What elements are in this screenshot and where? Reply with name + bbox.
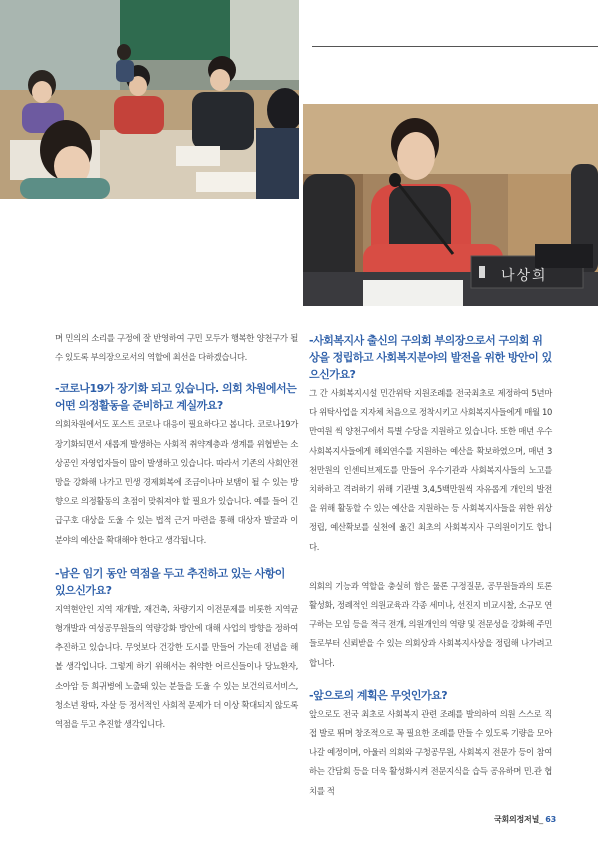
answer-1: 의회차원에서도 포스트 코로나 대응이 필요하다고 봅니다. 코로나19가 장기화되면서 새롭게 발생하는 사회적 취약계층과 생계를 위협받는 소상공인 자영업자들이 많이 발생하고 있습니다. 따라서 기존의 사회안전망을 강화해 나가고 민생 경제회복에 조금이나마 보탬이 될 수 있는 방향으로 의정활동의 초점이 맞춰져야 할 필요가 있습니다. 예를 들어 긴급구호 대상을 도울 수 있는 법적 근거 마련을 통해 대상자 발굴과 이 분야의 예산을 확대해야 한다고 생각됩니다. xyxy=(55,419,298,545)
right-column xyxy=(309,332,552,801)
page-number: 63 xyxy=(545,815,556,824)
speaker-photo xyxy=(303,104,598,306)
top-rule xyxy=(312,46,598,47)
question-4: -앞으로의 계획은 무엇인가요? xyxy=(309,688,448,702)
question-2: -남은 임기 동안 역점을 두고 추진하고 있는 사항이 있으신가요? xyxy=(55,566,285,597)
answer-4: 앞으로도 전국 최초로 사회복지 관련 조례를 발의하여 의원 스스로 직접 발로 뛰며 창조적으로 꼭 필요한 조례를 만들 수 있도록 기량을 모아 나갈 예정이며, 아울러 의회와 구청공무원, 사회복지 전문가 등이 참여하는 간담회 등을 더욱 활성화시켜 전문지식을 습득 공유하며 민.관 협치를 적 xyxy=(309,708,552,796)
footer-separator: _ xyxy=(539,815,543,824)
speaker-photo-art xyxy=(303,104,598,306)
answer-2: 지역현안인 지역 재개발, 재건축, 차량기지 이전문제를 비롯한 지역균형개발과 여성공무원들의 역량강화 방안에 대해 사업의 방향을 정하여 추진하고 있습니다. 무엇보다 건강한 도시를 만들어 가는데 전념을 해볼 생각입니다. 그렇게 하기 위해서는 취약한 어르신들이나 당뇨환자, 소아암 등 희귀병에 노출돼 있는 분들을 도울 수 있는 보건의료서비스, 청소년 왕따, 자살 등 정서적인 사회적 문제가 더 이상 확대되지 않도록 역점을 두고 추진할 생각입니다. xyxy=(55,603,298,730)
publication-name: 국회의정저널 xyxy=(493,815,540,824)
meeting-photo xyxy=(0,0,299,199)
question-1: -코로나19가 장기화 되고 있습니다. 의회 차원에서는 어떤 의정활동을 준비하고 계실까요? xyxy=(55,382,297,413)
question-3: -사회복지사 출신의 구의회 부의장으로서 구의회 위상을 정립하고 사회복지분야의 발전을 위한 방안이 있으신가요? xyxy=(309,334,552,381)
intro-paragraph: 며 민의의 소리를 구정에 잘 반영하여 구민 모두가 행복한 양천구가 될 수 있도록 부의장으로서의 역할에 최선을 다하겠습니다. xyxy=(55,333,298,363)
answer-3: 그 간 사회복지시설 민간위탁 지원조례를 전국최초로 제정하여 5년마다 위탁사업을 지자체 처음으로 정착시키고 사회복지사들에게 매월 10만여원 씩 양천구에서 특별 수당을 지원하고 있습니다. 또한 매년 우수 사회복지사들에게 해외연수를 지원하는 예산을 확보하였으며, 매년 3천만원의 인센티브제도를 만들어 우수기관과 사회복지사들의 노고를 치하하고 격려하기 위해 기관별 3,4,5백만원씩 자유롭게 개인의 발전을 위해 활동할 수 있는 예산을 지원하는 등 사회복지사들을 위한 위상정립, 예산확보를 실천에 옮긴 최초의 사회복지사 구의원이기도 합니다. xyxy=(309,388,552,552)
left-column xyxy=(55,329,298,734)
answer-3-continued: 의회의 기능과 역할을 충실히 함은 물론 구정질문, 공무원들과의 토론 활성화, 정례적인 의원교육과 각종 세미나, 선진지 비교시찰, 소규모 연구하는 모임 등을 적극 전개, 의원개인의 역량 및 전문성을 강화해 주민들로부터 신뢰받을 수 있는 의회상과 사회복지사상을 정립해 나가려고 합니다. xyxy=(309,580,552,668)
nameplate-text: 나상희 xyxy=(501,268,548,284)
page-footer xyxy=(494,814,556,825)
meeting-photo-art xyxy=(0,0,299,199)
